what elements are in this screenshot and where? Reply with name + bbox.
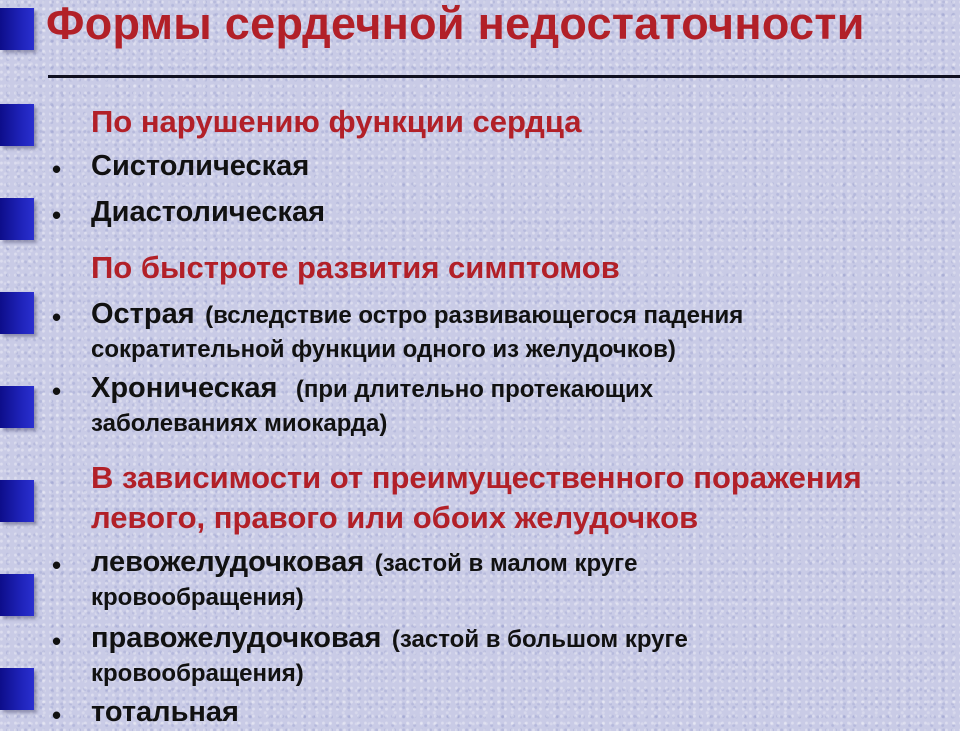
bullet: • (52, 626, 62, 656)
decor-bar (0, 574, 34, 616)
decor-bar (0, 104, 34, 146)
item-note: (застой в малом круге (374, 550, 638, 577)
bullet: • (52, 154, 62, 184)
decor-bar (0, 480, 34, 522)
title-divider (48, 75, 960, 78)
item-note: (вследствие остро развивающегося падения (205, 302, 744, 329)
decor-bar (0, 198, 34, 240)
item-note-continuation: сократительной функции одного из желудочков) (91, 336, 676, 363)
decor-bar (0, 292, 34, 334)
bullet: • (52, 700, 62, 730)
item-term: Хроническая (91, 372, 278, 404)
bullet: • (52, 550, 62, 580)
decor-bar (0, 668, 34, 710)
list-item (91, 696, 239, 729)
item-term: правожелудочковая (91, 622, 382, 654)
item-term: левожелудочковая (91, 546, 365, 578)
list-item (91, 196, 325, 229)
bullet: • (52, 302, 62, 332)
list-item (91, 150, 309, 183)
item-term: Систолическая (91, 150, 310, 182)
decor-bar (0, 386, 34, 428)
item-term: Диастолическая (91, 196, 326, 228)
list-item (91, 298, 743, 331)
item-term: тотальная (91, 696, 239, 728)
bullet: • (52, 376, 62, 406)
section-heading-continuation: левого, правого или обоих желудочков (91, 500, 699, 535)
list-item (91, 372, 653, 405)
slide-title: Формы сердечной недостаточности (46, 0, 865, 49)
decor-bar (0, 8, 34, 50)
item-note-continuation: заболеваниях миокарда) (91, 410, 388, 437)
list-item (91, 622, 688, 655)
list-item (91, 546, 638, 579)
bullet: • (52, 200, 62, 230)
item-note: (застой в большом круге (391, 626, 688, 653)
item-term: Острая (91, 298, 195, 330)
section-heading: В зависимости от преимущественного поражения (91, 460, 862, 495)
section-heading: По быстроте развития симптомов (91, 250, 620, 285)
item-note-continuation: кровообращения) (91, 584, 304, 611)
section-heading: По нарушению функции сердца (91, 104, 582, 139)
item-note-continuation: кровообращения) (91, 660, 304, 687)
item-note: (при длительно протекающих (295, 376, 654, 403)
